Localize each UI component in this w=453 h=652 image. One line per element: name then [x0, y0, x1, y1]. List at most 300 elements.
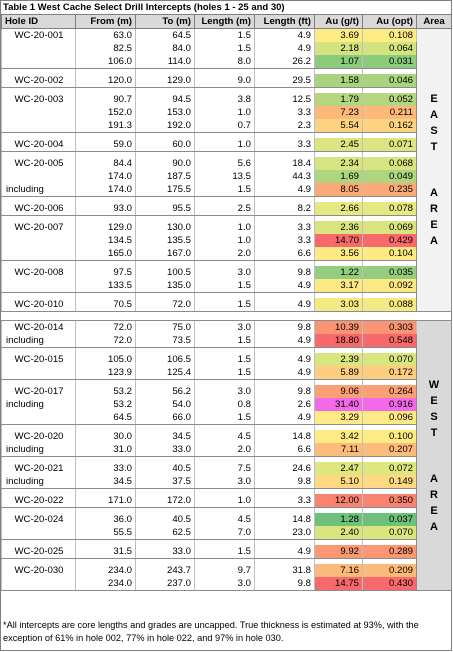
area-letter: R [430, 203, 438, 215]
cell-au-gt: 2.39 [315, 353, 363, 366]
cell-hole-id [2, 526, 76, 540]
cell-to: 64.5 [136, 29, 195, 43]
cell-from: 31.5 [76, 545, 136, 559]
cell-length-ft: 6.6 [255, 247, 315, 261]
cell-to: 34.5 [136, 430, 195, 443]
header-au-opt: Au (opt) [363, 15, 417, 29]
header-row [2, 15, 452, 29]
cell-from: 120.0 [76, 74, 136, 88]
cell-au-opt: 0.162 [363, 119, 417, 133]
cell-to: 84.0 [136, 42, 195, 55]
cell-au-gt: 10.39 [315, 321, 363, 335]
table-title: Table 1 West Cache Select Drill Intercepts (holes 1 - 25 and 30) [3, 2, 285, 13]
cell-from: 53.2 [76, 398, 136, 411]
cell-au-gt: 7.23 [315, 106, 363, 119]
table-row [2, 564, 452, 577]
area-letter: E [430, 93, 438, 105]
table-row [2, 279, 452, 293]
cell-au-opt: 0.088 [363, 298, 417, 312]
cell-to: 95.5 [136, 202, 195, 216]
cell-from: 36.0 [76, 513, 136, 526]
cell-from: 129.0 [76, 221, 136, 234]
cell-length-ft: 29.5 [255, 74, 315, 88]
cell-length-m: 1.0 [195, 106, 255, 119]
cell-from: 34.5 [76, 475, 136, 489]
cell-length-ft: 4.9 [255, 183, 315, 197]
table-row [2, 157, 452, 170]
table-row [2, 526, 452, 540]
cell-length-ft: 14.8 [255, 430, 315, 443]
table-row [2, 93, 452, 106]
cell-hole-id: WC-20-017 [2, 385, 76, 398]
cell-hole-id: including [2, 443, 76, 457]
cell-to: 72.0 [136, 298, 195, 312]
cell-length-m: 3.0 [195, 475, 255, 489]
cell-au-opt: 0.211 [363, 106, 417, 119]
cell-au-opt: 0.078 [363, 202, 417, 216]
cell-from: 72.0 [76, 321, 136, 335]
cell-from: 30.0 [76, 430, 136, 443]
cell-au-gt: 9.06 [315, 385, 363, 398]
cell-from: 174.0 [76, 170, 136, 183]
cell-to: 130.0 [136, 221, 195, 234]
cell-from: 97.5 [76, 266, 136, 279]
table-row [2, 266, 452, 279]
cell-hole-id: WC-20-008 [2, 266, 76, 279]
cell-to: 237.0 [136, 577, 195, 591]
cell-from: 165.0 [76, 247, 136, 261]
cell-hole-id [2, 119, 76, 133]
cell-length-ft: 9.8 [255, 321, 315, 335]
cell-to: 90.0 [136, 157, 195, 170]
cell-length-ft: 31.8 [255, 564, 315, 577]
table-row [2, 475, 452, 489]
cell-au-opt: 0.429 [363, 234, 417, 247]
table-row [2, 545, 452, 559]
cell-au-opt: 0.072 [363, 462, 417, 475]
cell-from: 31.0 [76, 443, 136, 457]
header-to: To (m) [136, 15, 195, 29]
cell-from: 33.0 [76, 462, 136, 475]
separator-cell [2, 312, 452, 321]
cell-hole-id [2, 577, 76, 591]
cell-from: 70.5 [76, 298, 136, 312]
cell-au-gt: 8.05 [315, 183, 363, 197]
cell-au-gt: 2.47 [315, 462, 363, 475]
table-row [2, 366, 452, 380]
cell-length-ft: 6.6 [255, 443, 315, 457]
cell-hole-id [2, 106, 76, 119]
cell-au-opt: 0.070 [363, 353, 417, 366]
cell-from: 152.0 [76, 106, 136, 119]
cell-hole-id: WC-20-025 [2, 545, 76, 559]
cell-length-ft: 4.9 [255, 545, 315, 559]
header-length-m: Length (m) [195, 15, 255, 29]
cell-to: 66.0 [136, 411, 195, 425]
cell-au-opt: 0.264 [363, 385, 417, 398]
cell-to: 40.5 [136, 462, 195, 475]
cell-hole-id: WC-20-001 [2, 29, 76, 43]
header-length-ft: Length (ft) [255, 15, 315, 29]
cell-to: 172.0 [136, 494, 195, 508]
cell-to: 100.5 [136, 266, 195, 279]
cell-au-opt: 0.207 [363, 443, 417, 457]
area-letter: A [430, 520, 438, 533]
cell-hole-id: WC-20-020 [2, 430, 76, 443]
area-letter: W [428, 378, 440, 391]
cell-au-opt: 0.209 [363, 564, 417, 577]
cell-length-m: 3.0 [195, 577, 255, 591]
cell-length-m: 1.0 [195, 234, 255, 247]
table-row [2, 202, 452, 216]
cell-length-m: 1.5 [195, 42, 255, 55]
cell-au-gt: 5.54 [315, 119, 363, 133]
cell-au-opt: 0.092 [363, 279, 417, 293]
table-row [2, 42, 452, 55]
cell-from: 134.5 [76, 234, 136, 247]
cell-length-ft: 9.8 [255, 266, 315, 279]
table-row [2, 513, 452, 526]
table-row [2, 443, 452, 457]
table-row [2, 29, 452, 43]
cell-au-opt: 0.035 [363, 266, 417, 279]
cell-length-ft: 4.9 [255, 411, 315, 425]
cell-hole-id [2, 279, 76, 293]
table-row [2, 298, 452, 312]
cell-au-gt: 3.17 [315, 279, 363, 293]
cell-au-gt: 5.89 [315, 366, 363, 380]
cell-au-gt: 2.45 [315, 138, 363, 152]
cell-length-m: 1.0 [195, 494, 255, 508]
cell-hole-id: WC-20-010 [2, 298, 76, 312]
cell-length-ft: 3.3 [255, 234, 315, 247]
cell-au-gt: 3.03 [315, 298, 363, 312]
cell-au-gt: 1.69 [315, 170, 363, 183]
cell-length-m: 1.5 [195, 366, 255, 380]
header-au-gt: Au (g/t) [315, 15, 363, 29]
cell-au-opt: 0.071 [363, 138, 417, 152]
cell-hole-id: WC-20-015 [2, 353, 76, 366]
cell-au-gt: 2.66 [315, 202, 363, 216]
cell-au-opt: 0.289 [363, 545, 417, 559]
table-row [2, 119, 452, 133]
cell-to: 153.0 [136, 106, 195, 119]
cell-from: 53.2 [76, 385, 136, 398]
cell-length-m: 1.5 [195, 183, 255, 197]
table-row [2, 247, 452, 261]
cell-hole-id: WC-20-024 [2, 513, 76, 526]
cell-to: 73.5 [136, 334, 195, 348]
cell-to: 60.0 [136, 138, 195, 152]
cell-from: 123.9 [76, 366, 136, 380]
cell-length-ft: 2.3 [255, 119, 315, 133]
area-letter: A [430, 109, 438, 121]
table-row [2, 494, 452, 508]
footnote: *All intercepts are core lengths and grades are uncapped. True thickness is estimated at 93%, with the exception of 61% in hole 002, 77% in hole 022, and 97% in hole 030. [3, 620, 419, 643]
table-row [2, 106, 452, 119]
cell-length-ft: 2.6 [255, 398, 315, 411]
cell-au-gt: 2.34 [315, 157, 363, 170]
cell-length-ft: 23.0 [255, 526, 315, 540]
cell-hole-id: WC-20-003 [2, 93, 76, 106]
table-row [2, 462, 452, 475]
cell-au-gt: 2.40 [315, 526, 363, 540]
cell-au-gt: 9.92 [315, 545, 363, 559]
cell-hole-id [2, 411, 76, 425]
cell-from: 171.0 [76, 494, 136, 508]
cell-length-m: 9.0 [195, 74, 255, 88]
cell-length-ft: 4.9 [255, 29, 315, 43]
cell-au-gt: 18.80 [315, 334, 363, 348]
cell-hole-id [2, 234, 76, 247]
cell-length-ft: 4.9 [255, 279, 315, 293]
cell-length-ft: 24.6 [255, 462, 315, 475]
cell-to: 33.0 [136, 443, 195, 457]
section-separator [2, 312, 452, 321]
header-from: From (m) [76, 15, 136, 29]
cell-au-gt: 2.18 [315, 42, 363, 55]
cell-au-opt: 0.049 [363, 170, 417, 183]
cell-au-gt: 31.40 [315, 398, 363, 411]
cell-length-ft: 18.4 [255, 157, 315, 170]
cell-from: 82.5 [76, 42, 136, 55]
cell-length-ft: 3.3 [255, 106, 315, 119]
header-hole-id: Hole ID [2, 15, 76, 29]
cell-length-m: 9.7 [195, 564, 255, 577]
cell-au-gt: 1.58 [315, 74, 363, 88]
area-letter: T [430, 426, 438, 439]
cell-au-opt: 0.096 [363, 411, 417, 425]
cell-au-gt: 7.11 [315, 443, 363, 457]
cell-length-m: 2.5 [195, 202, 255, 216]
cell-au-gt: 3.56 [315, 247, 363, 261]
table-row [2, 138, 452, 152]
cell-length-m: 3.8 [195, 93, 255, 106]
table-row [2, 221, 452, 234]
cell-from: 191.3 [76, 119, 136, 133]
cell-length-m: 1.5 [195, 411, 255, 425]
cell-hole-id [2, 247, 76, 261]
cell-to: 62.5 [136, 526, 195, 540]
area-letter: E [430, 504, 438, 517]
cell-length-m: 1.5 [195, 545, 255, 559]
cell-from: 72.0 [76, 334, 136, 348]
cell-au-opt: 0.172 [363, 366, 417, 380]
cell-length-ft: 9.8 [255, 577, 315, 591]
cell-hole-id: WC-20-006 [2, 202, 76, 216]
cell-from: 55.5 [76, 526, 136, 540]
cell-length-m: 1.0 [195, 138, 255, 152]
cell-hole-id [2, 55, 76, 69]
cell-to: 114.0 [136, 55, 195, 69]
cell-au-gt: 2.36 [315, 221, 363, 234]
cell-length-m: 1.5 [195, 353, 255, 366]
cell-to: 192.0 [136, 119, 195, 133]
cell-to: 40.5 [136, 513, 195, 526]
cell-au-opt: 0.350 [363, 494, 417, 508]
cell-hole-id [2, 366, 76, 380]
cell-to: 56.2 [136, 385, 195, 398]
table-row [2, 74, 452, 88]
cell-from: 106.0 [76, 55, 136, 69]
cell-au-opt: 0.149 [363, 475, 417, 489]
cell-length-ft: 12.5 [255, 93, 315, 106]
cell-hole-id: including [2, 334, 76, 348]
cell-hole-id: WC-20-022 [2, 494, 76, 508]
cell-length-m: 3.0 [195, 321, 255, 335]
cell-au-gt: 7.16 [315, 564, 363, 577]
cell-length-m: 8.0 [195, 55, 255, 69]
cell-from: 234.0 [76, 577, 136, 591]
area-letter: E [430, 394, 438, 407]
cell-length-m: 1.0 [195, 221, 255, 234]
cell-from: 93.0 [76, 202, 136, 216]
cell-au-opt: 0.052 [363, 93, 417, 106]
cell-to: 167.0 [136, 247, 195, 261]
cell-hole-id: WC-20-014 [2, 321, 76, 335]
table-row [2, 385, 452, 398]
cell-au-opt: 0.031 [363, 55, 417, 69]
cell-from: 234.0 [76, 564, 136, 577]
cell-length-ft: 3.3 [255, 138, 315, 152]
cell-length-m: 1.5 [195, 298, 255, 312]
cell-au-opt: 0.068 [363, 157, 417, 170]
cell-from: 133.5 [76, 279, 136, 293]
cell-length-ft: 3.3 [255, 221, 315, 234]
cell-au-opt: 0.069 [363, 221, 417, 234]
cell-hole-id: WC-20-004 [2, 138, 76, 152]
cell-au-gt: 1.07 [315, 55, 363, 69]
table-row [2, 334, 452, 348]
cell-to: 175.5 [136, 183, 195, 197]
area-letter: A [430, 472, 438, 485]
cell-length-m: 1.5 [195, 29, 255, 43]
cell-hole-id [2, 170, 76, 183]
cell-hole-id: WC-20-007 [2, 221, 76, 234]
west-area-label [417, 321, 452, 591]
cell-au-gt: 5.10 [315, 475, 363, 489]
cell-length-m: 5.6 [195, 157, 255, 170]
cell-au-opt: 0.916 [363, 398, 417, 411]
area-letter: A [430, 187, 438, 199]
cell-hole-id: including [2, 183, 76, 197]
cell-hole-id [2, 42, 76, 55]
cell-length-m: 1.5 [195, 279, 255, 293]
area-letter: S [430, 125, 438, 137]
cell-length-ft: 9.8 [255, 475, 315, 489]
cell-length-m: 2.0 [195, 443, 255, 457]
cell-hole-id: WC-20-021 [2, 462, 76, 475]
cell-length-m: 3.0 [195, 385, 255, 398]
cell-length-m: 4.5 [195, 513, 255, 526]
east-area-label [417, 29, 452, 312]
cell-length-ft: 44.3 [255, 170, 315, 183]
area-letter: R [430, 488, 438, 501]
cell-to: 54.0 [136, 398, 195, 411]
cell-from: 174.0 [76, 183, 136, 197]
cell-length-m: 13.5 [195, 170, 255, 183]
table-row [2, 398, 452, 411]
table-row [2, 170, 452, 183]
cell-length-ft: 4.9 [255, 366, 315, 380]
table-row [2, 183, 452, 197]
cell-hole-id: including [2, 398, 76, 411]
cell-au-gt: 3.42 [315, 430, 363, 443]
cell-to: 94.5 [136, 93, 195, 106]
cell-length-ft: 14.8 [255, 513, 315, 526]
area-letter: E [430, 219, 438, 231]
table-row [2, 55, 452, 69]
table-row [2, 430, 452, 443]
cell-length-ft: 26.2 [255, 55, 315, 69]
cell-to: 75.0 [136, 321, 195, 335]
cell-au-opt: 0.070 [363, 526, 417, 540]
cell-from: 90.7 [76, 93, 136, 106]
cell-to: 135.5 [136, 234, 195, 247]
cell-to: 187.5 [136, 170, 195, 183]
cell-au-opt: 0.064 [363, 42, 417, 55]
cell-au-opt: 0.108 [363, 29, 417, 43]
table-row [2, 577, 452, 591]
cell-hole-id: WC-20-002 [2, 74, 76, 88]
cell-hole-id: WC-20-030 [2, 564, 76, 577]
area-letter: A [430, 235, 438, 247]
cell-au-gt: 14.75 [315, 577, 363, 591]
cell-to: 135.0 [136, 279, 195, 293]
cell-from: 84.4 [76, 157, 136, 170]
cell-au-opt: 0.100 [363, 430, 417, 443]
cell-length-ft: 9.8 [255, 385, 315, 398]
cell-to: 33.0 [136, 545, 195, 559]
cell-length-m: 1.5 [195, 334, 255, 348]
area-letter: T [430, 141, 438, 153]
table-row [2, 353, 452, 366]
cell-length-m: 7.5 [195, 462, 255, 475]
cell-length-ft: 4.9 [255, 42, 315, 55]
cell-au-opt: 0.104 [363, 247, 417, 261]
cell-to: 125.4 [136, 366, 195, 380]
cell-to: 37.5 [136, 475, 195, 489]
cell-au-opt: 0.548 [363, 334, 417, 348]
cell-to: 243.7 [136, 564, 195, 577]
area-letter: S [430, 410, 438, 423]
cell-from: 64.5 [76, 411, 136, 425]
cell-au-gt: 12.00 [315, 494, 363, 508]
cell-length-ft: 4.9 [255, 353, 315, 366]
cell-au-opt: 0.037 [363, 513, 417, 526]
cell-hole-id: including [2, 475, 76, 489]
cell-au-gt: 1.28 [315, 513, 363, 526]
cell-au-gt: 3.29 [315, 411, 363, 425]
cell-au-opt: 0.303 [363, 321, 417, 335]
cell-au-gt: 14.70 [315, 234, 363, 247]
header-area: Area [417, 15, 452, 29]
cell-to: 106.5 [136, 353, 195, 366]
table-row [2, 321, 452, 335]
cell-au-gt: 3.69 [315, 29, 363, 43]
cell-length-m: 7.0 [195, 526, 255, 540]
cell-length-m: 3.0 [195, 266, 255, 279]
cell-length-m: 4.5 [195, 430, 255, 443]
table-row [2, 411, 452, 425]
cell-au-gt: 1.79 [315, 93, 363, 106]
cell-length-ft: 8.2 [255, 202, 315, 216]
cell-au-opt: 0.430 [363, 577, 417, 591]
cell-from: 63.0 [76, 29, 136, 43]
cell-length-ft: 3.3 [255, 494, 315, 508]
cell-length-ft: 4.9 [255, 298, 315, 312]
cell-length-ft: 4.9 [255, 334, 315, 348]
